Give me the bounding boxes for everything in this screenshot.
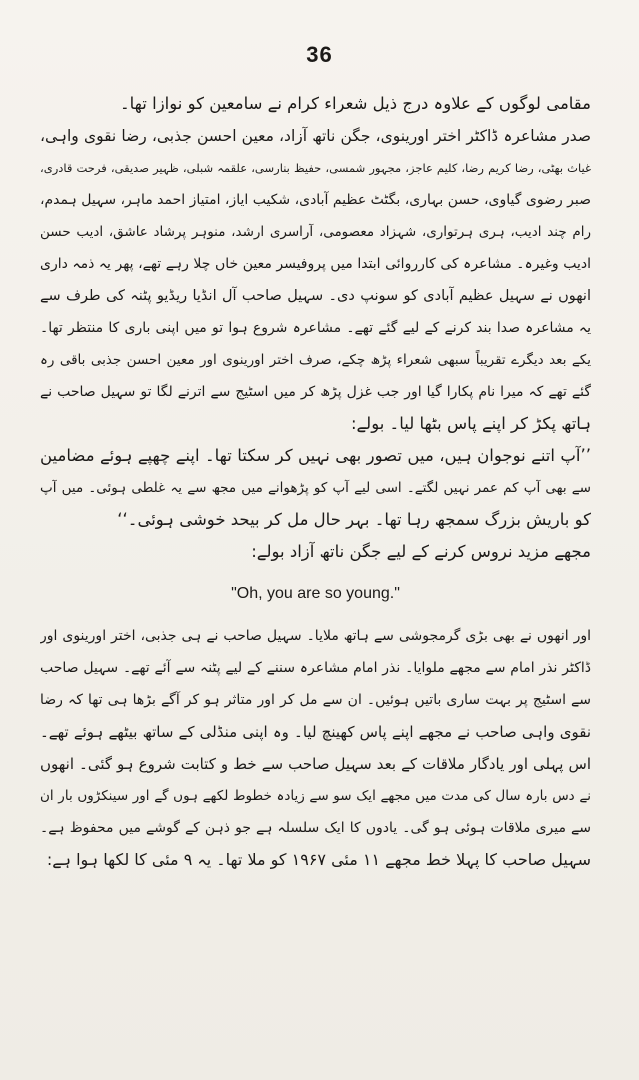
text-line: سہیل صاحب کا پہلا خط مجھے ۱۱ مئی ۱۹۶۷ کو ملا تھا۔ یہ ۹ مئی کا لکھا ہوا ہے: (46, 850, 591, 869)
page-number: 36 (306, 42, 333, 67)
english-quote: "Oh, you are so young." (231, 585, 400, 602)
text-line: انھوں نے سہیل عظیم آبادی کو سونپ دی۔ سہیل صاحب آل انڈیا ریڈیو پٹنہ کی طرف سے (40, 288, 591, 304)
text-line: اور انھوں نے بھی بڑی گرمجوشی سے ہاتھ ملایا۔ سہیل صاحب نے ہی جذبی، اختر اورینوی اور (40, 628, 591, 644)
body-text (40, 88, 591, 876)
text-line: گئے تھے کہ میرا نام پکارا گیا اور جب غزل پڑھ کر میں اسٹیج سے اترنے لگا تو سہیل صاحب نے (40, 384, 591, 400)
text-line: سے میری ملاقات ہوئی ہو گی۔ یادوں کا ایک سلسلہ ہے جو ذہن کے گوشے میں محفوظ ہے۔ (40, 820, 591, 836)
quote-line: کو باریش بزرگ سمجھ رہا تھا۔ بہر حال مل کر بیحد خوشی ہوئی۔‘‘ (117, 510, 591, 529)
text-line: ڈاکٹر نذر امام سے مجھے ملوایا۔ نذر امام مشاعرہ سننے کے لیے پٹنہ سے آئے تھے۔ سہیل صاحب (40, 660, 591, 676)
text-line: مجھے مزید نروس کرنے کے لیے جگن ناتھ آزاد بولے: (251, 542, 591, 561)
text-line: مقامی لوگوں کے علاوہ درج ذیل شعراء کرام نے سامعین کو نوازا تھا۔ (119, 94, 591, 113)
text-line: سے اسٹیج پر بہت ساری باتیں ہوئیں۔ ان سے مل کر اور متاثر ہو کر آگے بڑھا ہی تھا کہ رضا (40, 692, 591, 708)
text-line: صبر رضوی گیاوی، حسن بہاری، بگٹٹ عظیم آبادی، شکیب ایاز، امتیاز احمد ماہر، سہیل ہمدم، (40, 192, 591, 208)
quote-line: سے بھی آپ کم عمر نہیں لگتے۔ اسی لیے آپ کو پڑھوانے میں مجھ سے یہ غلطی ہوئی۔ میں آپ (40, 480, 591, 496)
text-line: نے دس بارہ سال کی مدت میں مجھے ایک سو سے زیادہ خطوط لکھے ہوں گے اور سینکڑوں بار ان (40, 788, 591, 804)
text-line: یہ مشاعرہ صدا بند کرنے کے لیے گئے تھے۔ مشاعرہ شروع ہوا تو میں اپنی باری کا منتظر تھا۔ (40, 320, 591, 336)
spacer (40, 568, 591, 578)
text-line: ادیب وغیرہ۔ مشاعرہ کی کارروائی ابتدا میں پروفیسر معین خاں چلا رہے تھے، پھر یہ ذمہ داری (40, 256, 591, 272)
text-line: ہاتھ پکڑ کر اپنے پاس بٹھا لیا۔ بولے: (350, 414, 591, 433)
text-line: اس پہلی اور یادگار ملاقات کے بعد سہیل صاحب سے خط و کتابت شروع ہو گئی۔ انھوں (40, 755, 591, 773)
text-line: یکے بعد دیگرے تقریباً سبھی شعراء پڑھ چکے، صرف اختر اورینوی اور معین احسن جذبی باقی رہ (40, 352, 591, 368)
text-line: نقوی واہی صاحب نے مجھے اپنے پاس کھینچ لیا۔ وہ اپنی منڈلی کے ساتھ بیٹھے ہوئے تھے۔ (40, 723, 591, 741)
text-line: رام چند ادیب، ہری ہرتواری، شہزاد معصومی، آراسری ارشد، منوہر پرشاد عاشق، ادیب حسن (40, 224, 591, 240)
text-line: صدر مشاعرہ ڈاکٹر اختر اورینوی، جگن ناتھ آزاد، معین احسن جذبی، رضا نقوی واہی، (40, 127, 591, 145)
text-line: غیاث بھٹی، رضا کریم رضا، کلیم عاجز، مجہور شمسی، حفیظ بنارسی، علقمہ شبلی، ظہیر صدیقی، فرحت قادری، (40, 161, 591, 175)
spacer (40, 610, 591, 620)
quote-line: ’’آپ اتنے نوجوان ہیں، میں تصور بھی نہیں کر سکتا تھا۔ اپنے چھپے ہوئے مضامین (40, 446, 591, 465)
